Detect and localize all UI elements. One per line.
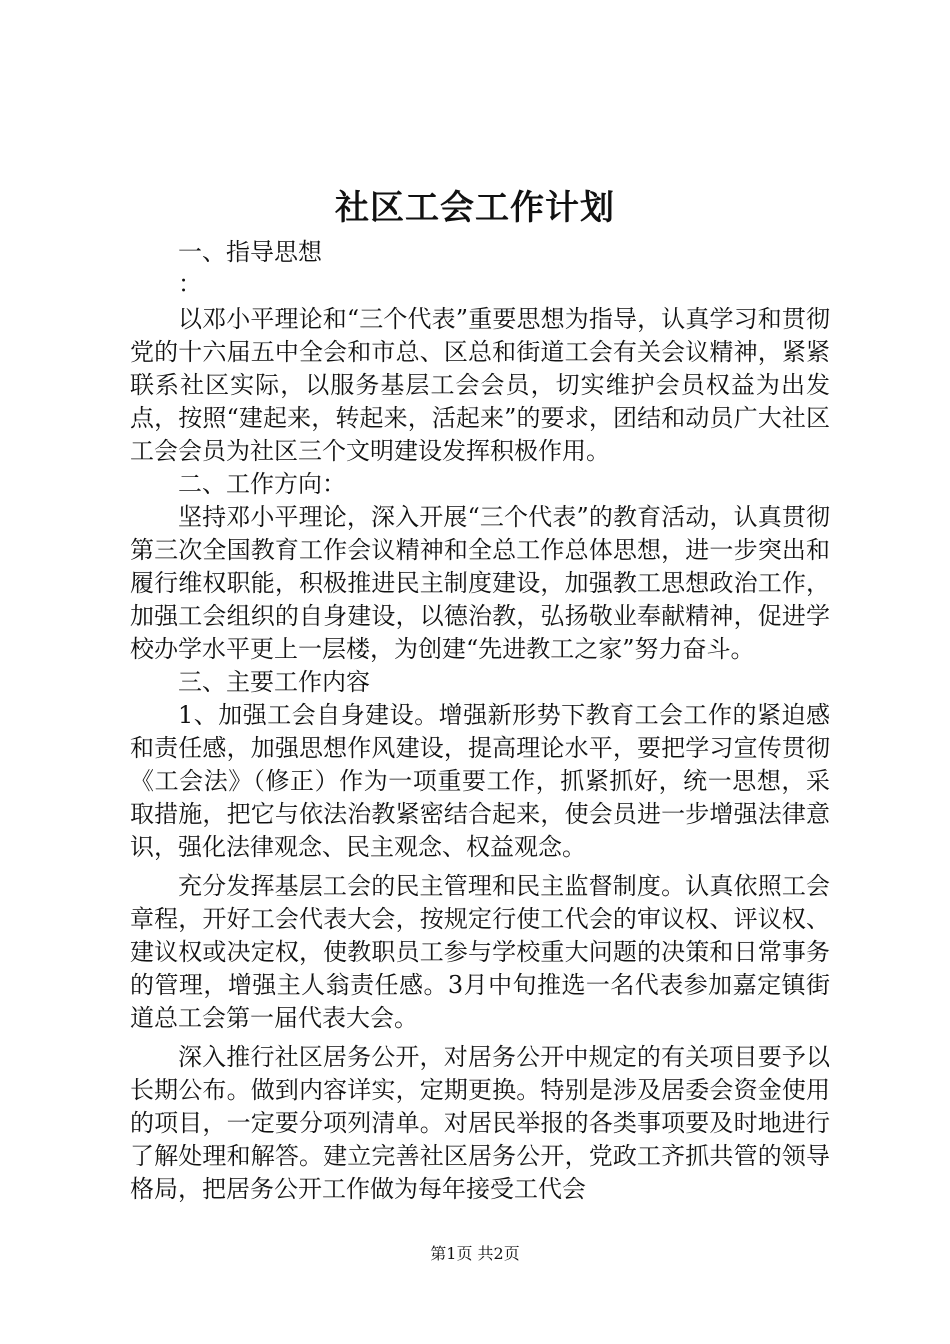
paragraph-democratic-management: 充分发挥基层工会的民主管理和民主监督制度。认真依照工会章程，开好工会代表大会，按规定行使工代会的审议权、评议权、建议权或决定权，使教职员工参与学校重大问题的决策和日常事务的管理，增强主人翁责任感。3月中旬推选一名代表参加嘉定镇街道总工会第一届代表大会。 (130, 872, 830, 1032)
paragraph-work-direction: 坚持邓小平理论，深入开展“三个代表”的教育活动，认真贯彻第三次全国教育工作会议精神和全总工作总体思想，进一步突出和履行维权职能，积极推进民主制度建设，加强教工思想政治工作，加强工会组织的自身建设，以德治教，弘扬敬业奉献精神，促进学校办学水平更上一层楼，为创建“先进教工之家”努力奋斗。 (130, 503, 830, 663)
document-body (130, 236, 830, 1206)
page-footer: 第1页 共2页 (430, 1244, 520, 1263)
section-heading-guiding-ideology: 一、指导思想 (178, 238, 322, 266)
paragraph-self-building: 1、加强工会自身建设。增强新形势下教育工会工作的紧迫感和责任感，加强思想作风建设，提高理论水平，要把学习宣传贯彻《工会法》（修正）作为一项重要工作，抓紧抓好，统一思想，采取措施，把它与依法治教紧密结合起来，使会员进一步增强法律意识，强化法律观念、民主观念、权益观念。 (130, 701, 830, 861)
section-heading-work-direction: 二、工作方向： (178, 470, 346, 498)
section-heading-main-work: 三、主要工作内容 (178, 668, 370, 696)
document-title: 社区工会工作计划 (335, 188, 615, 228)
paragraph-affairs-disclosure: 深入推行社区居务公开，对居务公开中规定的有关项目要予以长期公布。做到内容详实，定期更换。特别是涉及居委会资金使用的项目，一定要分项列清单。对居民举报的各类事项要及时地进行了解处理和解答。建立完善社区居务公开，党政工齐抓共管的领导格局，把居务公开工作做为每年接受工代会 (130, 1043, 830, 1203)
section-heading-colon: ： (178, 270, 202, 298)
paragraph-guiding-ideology: 以邓小平理论和“三个代表”重要思想为指导，认真学习和贯彻党的十六届五中全会和市总、区总和街道工会有关会议精神，紧紧联系社区实际，以服务基层工会会员，切实维护会员权益为出发点，按照“建起来，转起来，活起来”的要求，团结和动员广大社区工会会员为社区三个文明建设发挥积极作用。 (130, 305, 830, 465)
